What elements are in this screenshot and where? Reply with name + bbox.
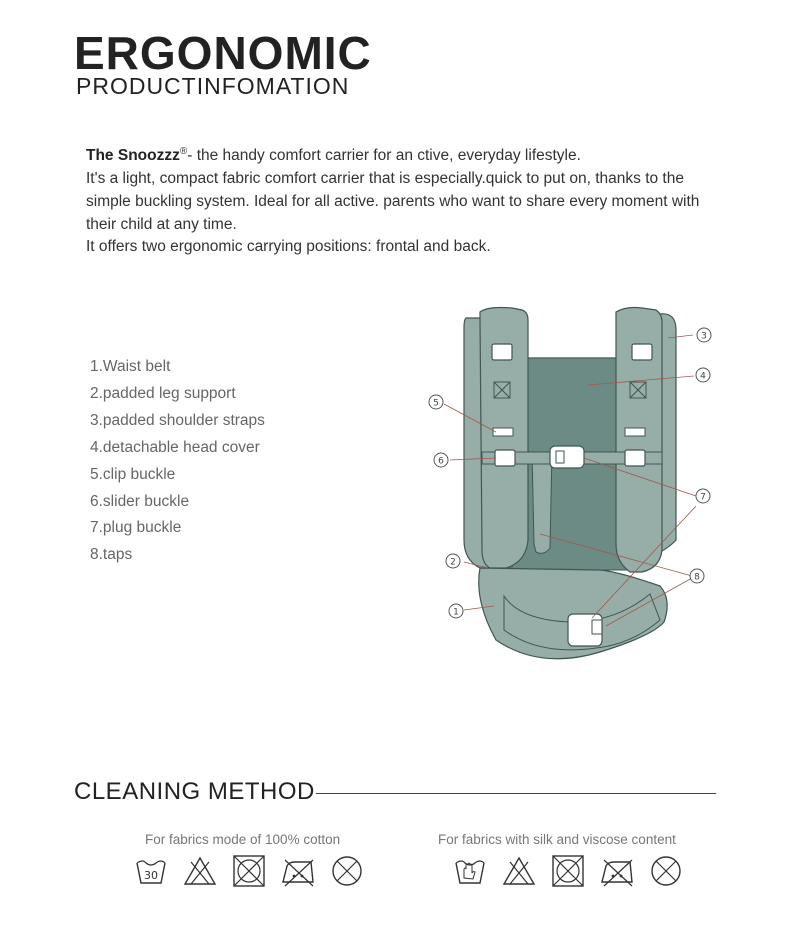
cotton-care-label: For fabrics mode of 100% cotton — [145, 832, 341, 847]
silk-care-icons — [453, 854, 683, 888]
registered-mark: ® — [179, 146, 188, 157]
callout-8: 8 — [694, 572, 700, 583]
wash-temperature: 30 — [144, 869, 158, 882]
callout-1: 1 — [453, 607, 459, 618]
feature-item-shoulder-straps: 3.padded shoulder straps — [90, 411, 265, 429]
intro-line-1-tail: - the handy comfort carrier for an ctive, everyday lifestyle. — [187, 147, 581, 165]
wash-30-icon — [134, 854, 168, 888]
callout-7: 7 — [700, 492, 706, 503]
callout-3: 3 — [701, 331, 707, 342]
cleaning-divider — [316, 793, 716, 794]
brand-name: The Snoozzz — [86, 147, 180, 165]
page-subtitle: PRODUCTINFOMATION — [76, 73, 350, 99]
page-title: ERGONOMIC — [74, 27, 372, 79]
feature-item-head-cover: 4.detachable head cover — [90, 438, 260, 456]
intro-line-1 — [86, 141, 726, 168]
chest-strap-tail — [532, 452, 552, 553]
chest-plug-buckle — [550, 446, 584, 468]
feature-item-taps: 8.taps — [90, 546, 133, 564]
iron-low-icon — [281, 854, 315, 888]
callout-4: 4 — [700, 371, 706, 382]
slider-buckle-right — [625, 450, 645, 466]
intro-text — [86, 141, 726, 259]
iron-low-icon — [600, 854, 634, 888]
no-dry-clean-icon — [330, 854, 364, 888]
feature-item-slider-buckle: 6.slider buckle — [90, 492, 190, 510]
no-dry-clean-icon — [649, 854, 683, 888]
intro-line-3: It offers two ergonomic carrying positions: frontal and back. — [86, 238, 491, 256]
no-bleach-icon — [502, 854, 536, 888]
feature-item-clip-buckle: 5.clip buckle — [90, 465, 176, 483]
callout-6: 6 — [438, 456, 444, 467]
no-bleach-icon — [183, 854, 217, 888]
feature-list — [90, 354, 265, 569]
cleaning-method-title: CLEANING METHOD — [74, 778, 315, 805]
no-tumble-dry-icon — [232, 854, 266, 888]
callout-5: 5 — [433, 398, 439, 409]
cotton-care-icons — [134, 854, 364, 888]
clip-buckle-right — [625, 428, 645, 436]
hand-wash-icon — [453, 854, 487, 888]
feature-item-plug-buckle: 7.plug buckle — [90, 519, 182, 537]
feature-item-leg-support: 2.padded leg support — [90, 384, 236, 402]
callout-2: 2 — [450, 557, 456, 568]
no-tumble-dry-icon — [551, 854, 585, 888]
silk-care-label: For fabrics with silk and viscose content — [438, 832, 676, 847]
slider-buckle-left — [495, 450, 515, 466]
waist-plug-buckle — [568, 614, 602, 646]
carrier-diagram — [420, 300, 720, 680]
intro-line-2: It's a light, compact fabric comfort carrier that is especially.quick to put on, thanks to the simple buckling system. Ideal for all active. parents who want to share every moment with their child at any time. — [86, 169, 700, 233]
feature-item-waist-belt: 1.Waist belt — [90, 358, 171, 375]
